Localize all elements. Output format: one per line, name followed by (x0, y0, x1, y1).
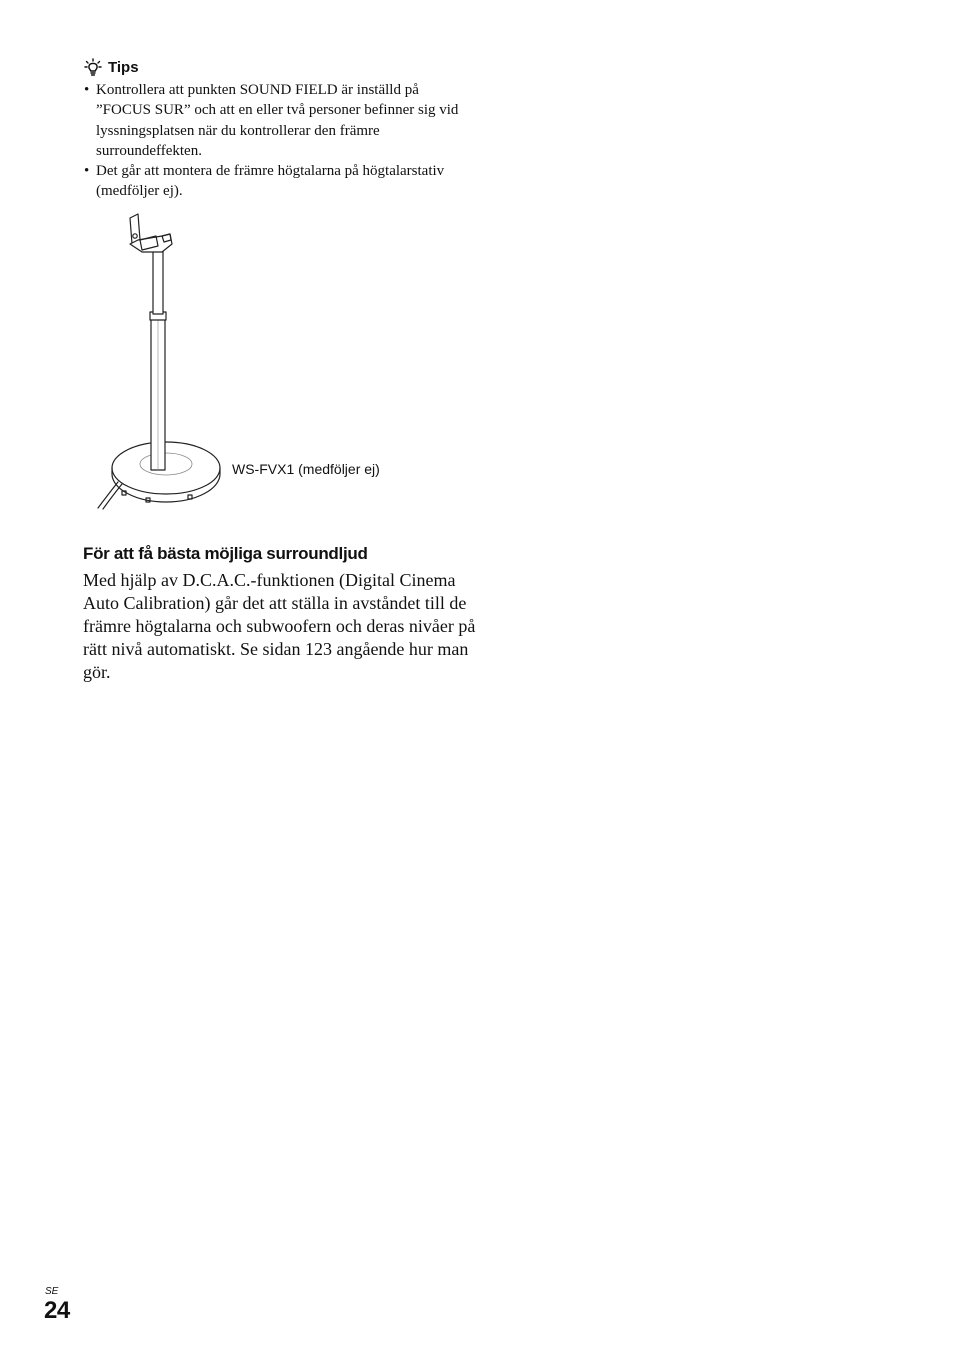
tips-list (84, 80, 474, 202)
page-number: 24 (44, 1297, 70, 1324)
page-language: SE (45, 1286, 59, 1297)
tips-header (84, 58, 139, 76)
speaker-stand-illustration (92, 210, 227, 515)
lightbulb-icon (84, 58, 102, 76)
section-heading: För att få bästa möjliga surroundljud (83, 544, 368, 563)
section-body: Med hjälp av D.C.A.C.-funktionen (Digital Cinema Auto Calibration) går det att ställa in avståndet till de främre högtalarna och subwoofern och deras nivåer på rätt nivå automatiskt. Se sidan 123 angående hur man gör. (83, 570, 476, 682)
tip-item: • Det går att montera de främre högtalarna på högtalarstativ (medföljer ej). (84, 161, 474, 202)
tip-item: • Kontrollera att punkten SOUND FIELD är inställd på ”FOCUS SUR” och att en eller två personer befinner sig vid lyssningsplatsen när du kontrollerar den främre surroundeffekten. (84, 80, 474, 161)
tips-title: Tips (108, 58, 139, 76)
figure-caption: WS-FVX1 (medföljer ej) (232, 461, 380, 477)
